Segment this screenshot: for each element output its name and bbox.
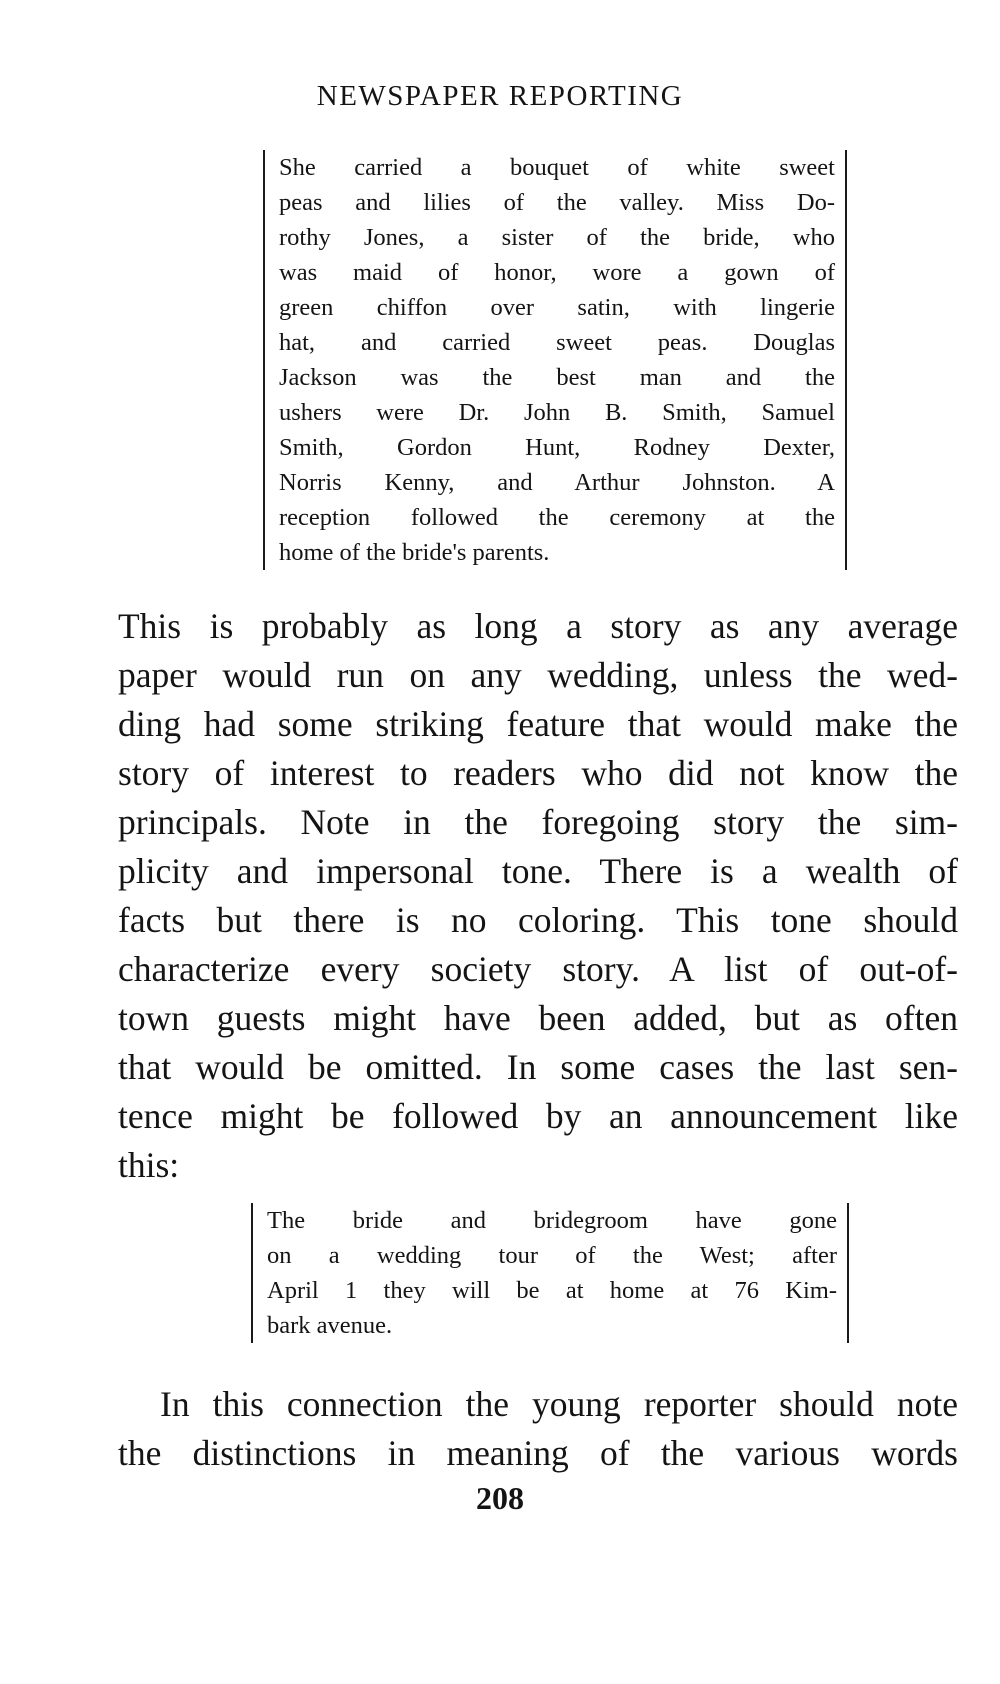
running-head: NEWSPAPER REPORTING	[316, 80, 684, 112]
excerpt-line: peas and lilies of the valley. Miss Do-	[279, 189, 835, 216]
excerpt-line: green chiffon over satin, with lingerie	[279, 294, 835, 321]
body-paragraph-2	[118, 1380, 958, 1478]
wedding-story-excerpt	[263, 150, 847, 570]
body-line: this:	[118, 1145, 180, 1185]
excerpt-line: reception followed the ceremony at the	[279, 504, 835, 531]
body-line: This is probably as long a story as any average	[118, 606, 958, 646]
body-paragraph-1	[118, 602, 958, 1190]
body-line: characterize every society story. A list of out-of-	[118, 949, 958, 989]
body-line: the distinctions in meaning of the various words	[118, 1433, 958, 1473]
excerpt-line: on a wedding tour of the West; after	[267, 1242, 837, 1269]
excerpt-line: She carried a bouquet of white sweet	[279, 154, 835, 181]
excerpt-line: hat, and carried sweet peas. Douglas	[279, 329, 835, 356]
excerpt-line: The bride and bridegroom have gone	[267, 1207, 837, 1234]
excerpt-line: rothy Jones, a sister of the bride, who	[279, 224, 835, 251]
body-line: facts but there is no coloring. This tone should	[118, 900, 958, 940]
excerpt-line: Smith, Gordon Hunt, Rodney Dexter,	[279, 434, 835, 461]
excerpt-line: bark avenue.	[267, 1312, 393, 1339]
announcement-excerpt	[251, 1203, 849, 1343]
body-line: tence might be followed by an announcement like	[118, 1096, 958, 1136]
excerpt-line: was maid of honor, wore a gown of	[279, 259, 835, 286]
body-line: ding had some striking feature that would make the	[118, 704, 958, 744]
body-line: principals. Note in the foregoing story the sim-	[118, 802, 958, 842]
excerpt-line: Norris Kenny, and Arthur Johnston. A	[279, 469, 835, 496]
excerpt-line: Jackson was the best man and the	[279, 364, 835, 391]
body-line: paper would run on any wedding, unless the wed-	[118, 655, 958, 695]
excerpt-line: ushers were Dr. John B. Smith, Samuel	[279, 399, 835, 426]
excerpt-line: home of the bride's parents.	[279, 539, 550, 566]
body-line: plicity and impersonal tone. There is a wealth of	[118, 851, 958, 891]
body-line: that would be omitted. In some cases the last sen-	[118, 1047, 958, 1087]
body-line: town guests might have been added, but as often	[118, 998, 958, 1038]
body-line: story of interest to readers who did not know the	[118, 753, 958, 793]
page-number: 208	[476, 1480, 524, 1516]
excerpt-line: April 1 they will be at home at 76 Kim-	[267, 1277, 837, 1304]
body-line: In this connection the young reporter should note	[160, 1384, 958, 1424]
